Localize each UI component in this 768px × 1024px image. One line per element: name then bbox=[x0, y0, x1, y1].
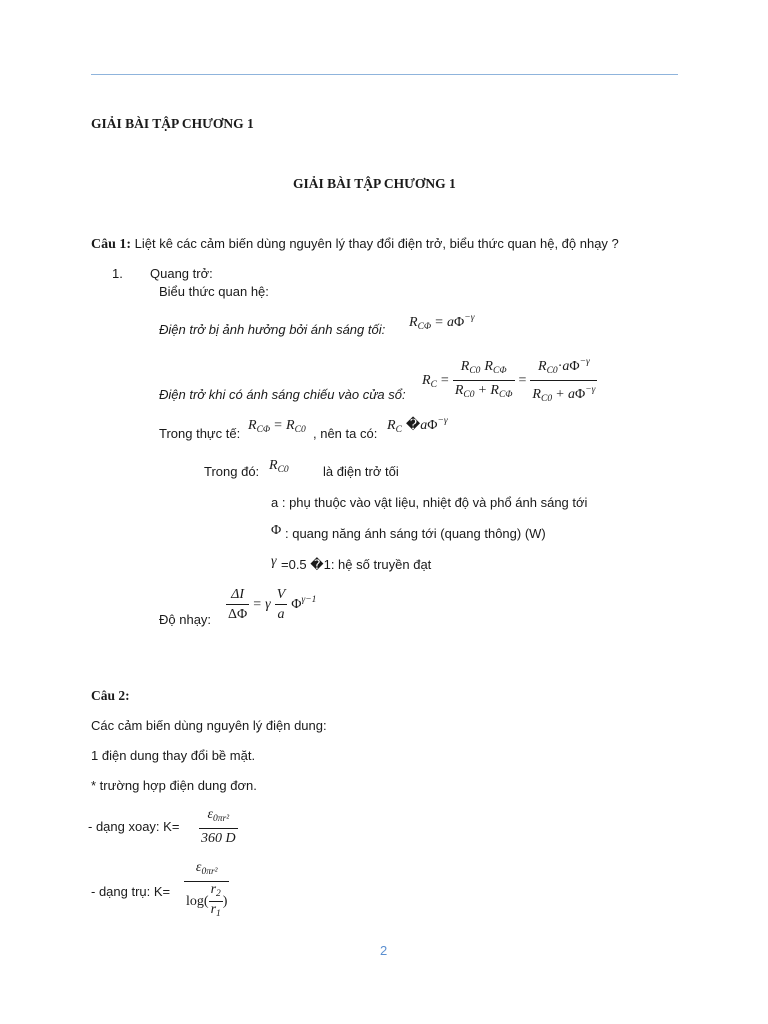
fraction-1: $\frac{R_{C0} R_{C\Phi}}{R_{C0} + R_{C\Phi}}$ bbox=[454, 359, 513, 400]
fraction-sensitivity-right: $\frac{V}{a}$ bbox=[276, 587, 286, 622]
phi-description: : quang năng ánh sáng tới (quang thông) (W) bbox=[285, 526, 546, 541]
header-rule bbox=[91, 74, 678, 75]
formula-result: $R_C$ $�a\Phi^{-\gamma}$ bbox=[387, 416, 448, 435]
cylindrical-label: - dạng trụ: K= bbox=[91, 884, 171, 899]
header-title: GIẢI BÀI TẬP CHƯƠNG 1 bbox=[91, 116, 254, 131]
formula-sensitivity: $\frac{\Delta I}{\Delta\Phi}$ = γ $\frac{V}{a}$ $\Phi^{\gamma-1}$ bbox=[228, 587, 317, 622]
fraction-sensitivity-left: $\frac{\Delta I}{\Delta\Phi}$ bbox=[228, 587, 248, 622]
q2-line-2: 1 điện dung thay đổi bề mặt. bbox=[91, 748, 256, 763]
actual-label: Trong thực tế: bbox=[159, 426, 241, 441]
a-description: a : phụ thuộc vào vật liệu, nhiệt độ và phổ ánh sáng tới bbox=[271, 495, 588, 510]
q2-line-1: Các cảm biến dùng nguyên lý điện dung: bbox=[91, 718, 327, 733]
phi-symbol: Φ bbox=[271, 523, 282, 538]
q2-line-3: * trường hợp điện dung đơn. bbox=[91, 778, 257, 793]
dark-resistance-label: Điện trở bị ảnh hưởng bởi ánh sáng tối: bbox=[159, 322, 386, 337]
formula-actual: $R_{C\Phi} = R_{C0}$ bbox=[248, 418, 306, 435]
rotary-label: - dạng xoay: K= bbox=[88, 819, 180, 834]
formula-cylindrical bbox=[184, 858, 229, 921]
gamma-description: =0.5 �1: hệ số truyền đạt bbox=[281, 557, 432, 572]
formula-rotary bbox=[199, 805, 238, 848]
fraction-2: $\frac{R_{C0}\cdot a\Phi^{-\gamma}}{R_{C0} + a\Phi^{-\gamma}}$ bbox=[530, 353, 597, 408]
rc0-symbol: $R_{C0}$ bbox=[269, 458, 289, 475]
question-1-label: Câu 1: bbox=[91, 237, 132, 252]
question-1-text: Liệt kê các cảm biến dùng nguyên lý thay đổi điện trở, biểu thức quan hệ, độ nhạy ? bbox=[131, 236, 619, 251]
question-2-label: Câu 2: bbox=[91, 688, 130, 703]
page-title: GIẢI BÀI TẬP CHƯƠNG 1 bbox=[293, 176, 456, 191]
so-we-have-label: , nên ta có: bbox=[313, 426, 378, 441]
page-number: 2 bbox=[380, 943, 388, 958]
gamma-symbol: γ bbox=[271, 554, 277, 569]
where-label: Trong đó: bbox=[204, 464, 260, 479]
fraction-rotary: $\frac{\varepsilon_{0\pi r^2}}{360 D}$ bbox=[201, 807, 236, 846]
light-resistance-label: Điện trở khi có ánh sáng chiếu vào cửa sổ: bbox=[159, 387, 406, 402]
relation-label: Biểu thức quan hệ: bbox=[159, 284, 269, 299]
formula-dark-resistance: $R_{C\Phi} = a\Phi^{-\gamma}$ bbox=[409, 313, 475, 332]
fraction-cylindrical: $\varepsilon_{0\pi r^2}$ log( $\frac{r_2}{r_1}$ ) bbox=[186, 860, 228, 919]
list-number: 1. bbox=[112, 266, 123, 281]
rc0-description: là điện trở tối bbox=[323, 464, 399, 479]
list-item-title: Quang trở: bbox=[150, 266, 213, 281]
sensitivity-label: Độ nhạy: bbox=[159, 612, 212, 627]
question-1 bbox=[91, 236, 619, 253]
formula-light-resistance: $R_C$ = $\frac{R_{C0} R_{C\Phi}}{R_{C0} + R_{C\Phi}}$ = $\frac{R_{C0}\cdot a\Phi^{-\gamma}}{R_{C0} + a\Phi^{-\gamma}}$ bbox=[422, 353, 597, 408]
